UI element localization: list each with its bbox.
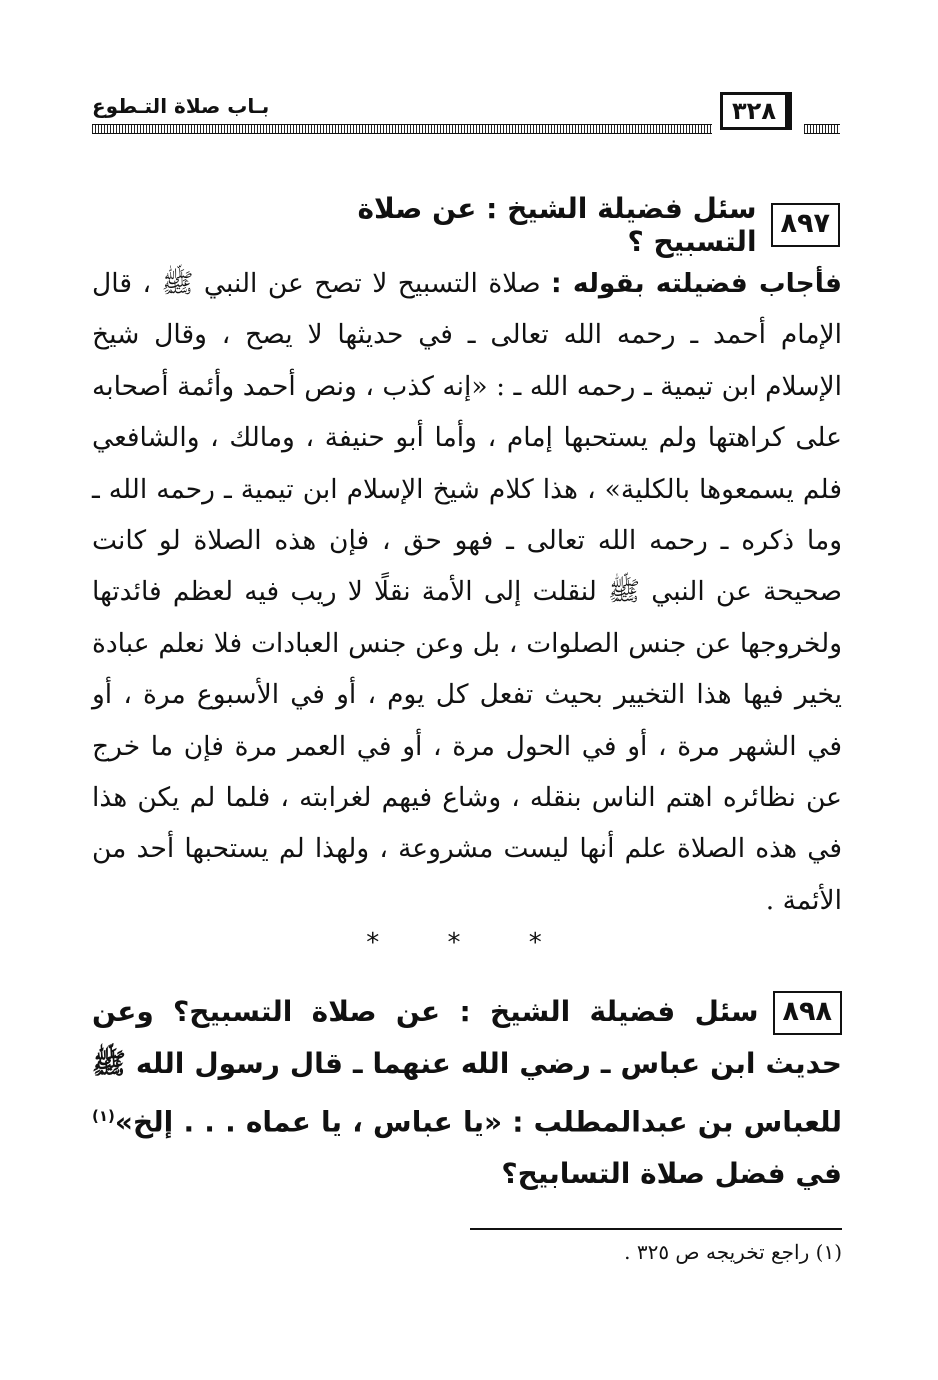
footnote-reference[interactable]: (١) (92, 1107, 115, 1125)
question-title: سئل فضيلة الشيخ : عن صلاة التسبيح ؟ (357, 192, 757, 258)
header-rule-end (804, 124, 840, 134)
question-text: سئل فضيلة الشيخ : عن صلاة التسبيح؟ وعن حديث ابن عباس ـ رضي الله عنهما ـ قال رسول الله ﷺ للعباس بن عبدالمطلب : «يا عباس ، يا عماه . . . إلخ» (92, 995, 842, 1139)
question-897-heading (280, 192, 840, 258)
page-number: ٣٢٨ (720, 92, 792, 130)
question-number: ٨٩٧ (771, 203, 840, 247)
answer-lead: فأجاب فضيلته بقوله : (551, 268, 842, 299)
question-898-text (92, 986, 842, 1200)
footnote-divider (470, 1228, 842, 1230)
answer-paragraph (92, 258, 842, 926)
question-898 (92, 986, 842, 1200)
question-text-end: في فضل صلاة التسابيح؟ (501, 1157, 842, 1191)
answer-897 (92, 258, 842, 926)
running-title: بـاب صلاة التـطوع (92, 94, 270, 118)
page-header (92, 92, 840, 148)
answer-body: صلاة التسبيح لا تصح عن النبي ﷺ ، قال الإمام أحمد ـ رحمه الله تعالى ـ في حديثها لا يصح ، وقال شيخ الإسلام ابن تيمية ـ رحمه الله ـ : «إنه كذب ، ونص أحمد وأئمة أصحابه على كراهتها ولم يستحبها إمام ، وأما أبو حنيفة ، ومالك ، والشافعي فلم يسمعوها بالكلية» ، هذا كلام شيخ الإسلام ابن تيمية ـ رحمه الله ـ وما ذكره ـ رحمه الله تعالى ـ فهو حق ، فإن هذه الصلاة لو كانت صحيحة عن النبي ﷺ لنقلت إلى الأمة نقلًا لا ريب فيه لعظم فائدتها ولخروجها عن جنس الصلوات ، بل وعن جنس العبادات فلا نعلم عبادة يخير فيها هذا التخيير بحيث تفعل كل يوم ، أو في الأسبوع مرة ، أو في الشهر مرة ، أو في الحول مرة ، أو في العمر مرة فإن ما خرج عن نظائره اهتم الناس بنقله ، وشاع فيهم لغرابته ، فلما لم يكن هذا في هذه الصلاة علم أنها ليست مشروعة ، ولهذا لم يستحبها أحد من الأئمة . (92, 268, 842, 916)
header-rule (92, 124, 712, 134)
footnote: (١) راجع تخريجه ص ٣٢٥ . (624, 1240, 842, 1264)
question-number: ٨٩٨ (773, 991, 842, 1035)
section-separator: * * * (366, 928, 572, 958)
